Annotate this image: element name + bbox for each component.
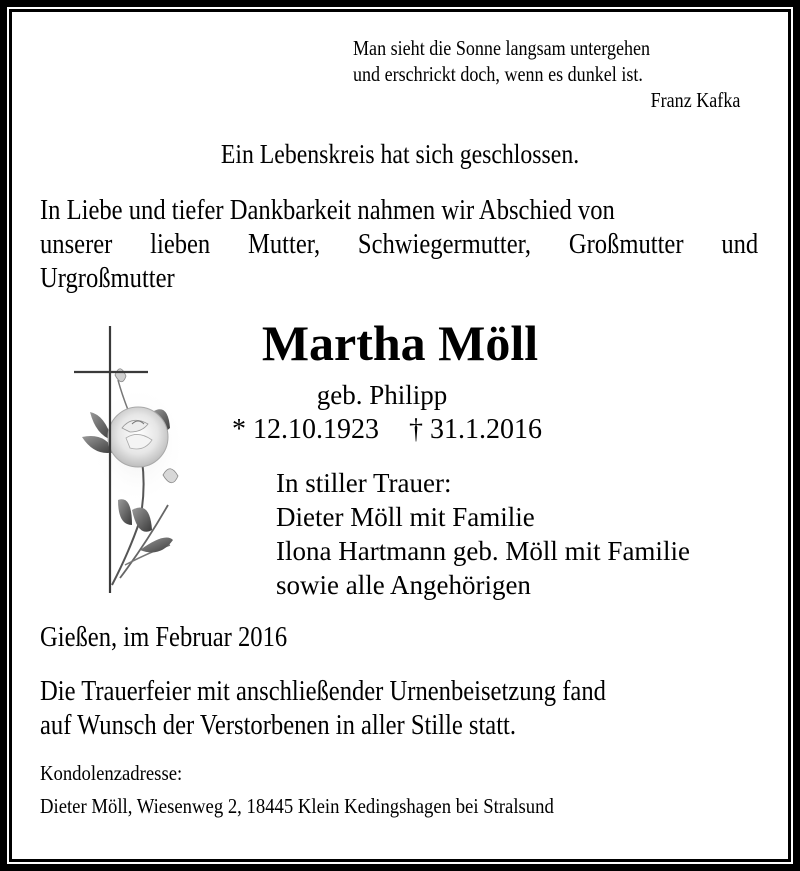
death-date: 31.1.2016: [430, 414, 542, 445]
funeral-note-line-1: Die Trauerfeier mit anschließender Urnenbeisetzung fand: [40, 676, 606, 707]
deceased-name: Martha Möll: [261, 315, 539, 371]
intro-line-1: In Liebe und tiefer Dankbarkeit nahmen wir Abschied von: [40, 195, 615, 226]
mourner-item: sowie alle Angehörigen: [276, 570, 531, 600]
funeral-note-line-2: auf Wunsch der Verstorbenen in aller Stille statt.: [40, 710, 517, 741]
mourners-heading: In stiller Trauer:: [276, 468, 452, 498]
condolence-label: Kondolenzadresse:: [40, 761, 183, 785]
deceased-maiden-name: geb. Philipp: [316, 380, 448, 410]
condolence-address: Dieter Möll, Wiesenweg 2, 18445 Klein Kedingshagen bei Stralsund: [40, 794, 554, 818]
quote-author: Franz Kafka: [650, 88, 740, 112]
mourner-item: Ilona Hartmann geb. Möll mit Familie: [276, 536, 690, 566]
intro-line-2: unserer lieben Mutter, Schwiegermutter, Großmutter und: [40, 229, 759, 260]
birth-symbol: *: [232, 414, 246, 445]
quote-line-2: und erschrickt doch, wenn es dunkel ist.: [353, 62, 643, 86]
headline: Ein Lebenskreis hat sich geschlossen.: [220, 139, 580, 169]
quote-line-1: Man sieht die Sonne langsam untergehen: [353, 36, 651, 60]
birth-date: 12.10.1923: [253, 414, 379, 445]
life-dates: [232, 416, 542, 444]
mourner-item: Dieter Möll mit Familie: [276, 502, 535, 532]
death-cross-icon: †: [409, 414, 423, 445]
place-date: Gießen, im Februar 2016: [40, 622, 288, 653]
intro-line-3: Urgroßmutter: [40, 263, 175, 294]
